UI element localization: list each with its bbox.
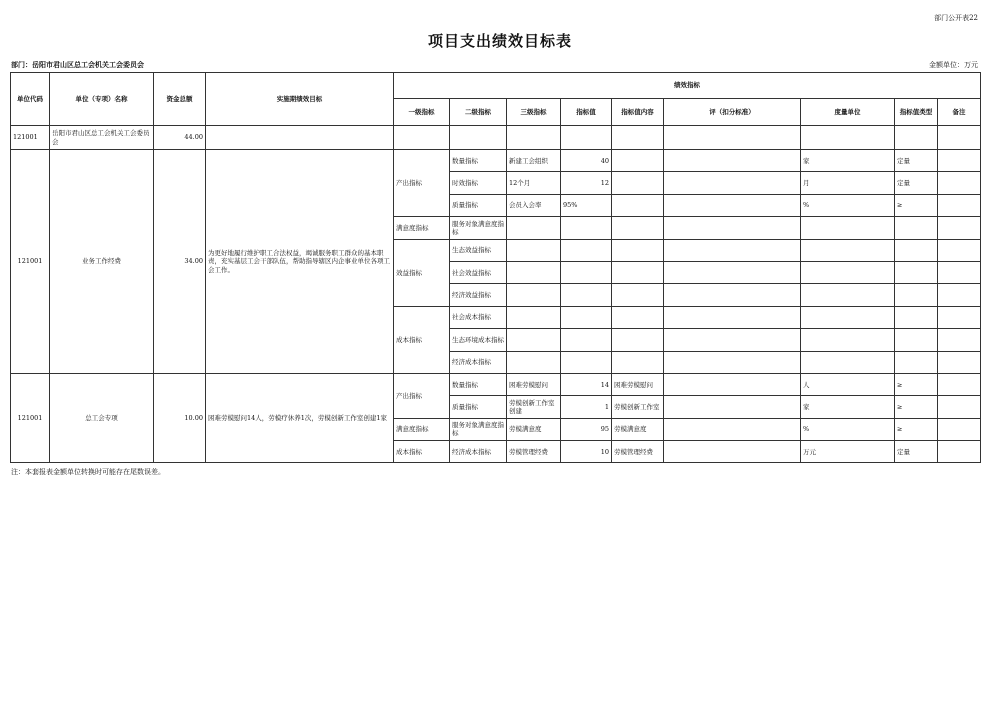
table-row [11, 373, 981, 395]
level3-indicator [507, 261, 561, 283]
target-value [561, 306, 612, 328]
value-type: 定量 [895, 441, 938, 463]
header-level2: 二级指标 [450, 99, 507, 126]
footnote: 注：本套报表金额单位转换时可能存在尾数误差。 [11, 468, 165, 476]
remarks [938, 351, 981, 373]
target-value [561, 239, 612, 261]
department-label: 部门：岳阳市君山区总工会机关工会委员会 [11, 60, 144, 69]
level1-indicator: 产出指标 [394, 373, 450, 418]
value-type [895, 261, 938, 283]
table-number-label: 部门公开表22 [934, 14, 978, 22]
value-type: ≥ [895, 396, 938, 418]
measure-unit: 万元 [801, 441, 895, 463]
level3-indicator [507, 284, 561, 306]
level2-indicator: 社会效益指标 [450, 261, 507, 283]
value-content [612, 284, 664, 306]
level2-indicator: 服务对象满意度指标 [450, 418, 507, 440]
remarks [938, 150, 981, 172]
scoring-standard [664, 194, 801, 216]
level3-indicator [507, 329, 561, 351]
project-code: 121001 [11, 150, 50, 374]
value-content [612, 150, 664, 172]
level1-indicator: 成本指标 [394, 306, 450, 373]
level1-indicator: 满意度指标 [394, 217, 450, 239]
value-content [612, 194, 664, 216]
level2-indicator: 生态环境成本指标 [450, 329, 507, 351]
remarks [938, 418, 981, 440]
target-value [561, 351, 612, 373]
scoring-standard [664, 396, 801, 418]
level1-indicator: 产出指标 [394, 150, 450, 217]
scoring-standard [664, 150, 801, 172]
project-goal: 为更好地履行维护职工合法权益，竭诚服务职工群众的基本职责，充实基层工会干部队伍，帮助指导辖区内企事业单位各项工会工作。 [206, 150, 394, 374]
level3-indicator: 新建工会组织 [507, 150, 561, 172]
value-type [895, 284, 938, 306]
value-type: ≥ [895, 194, 938, 216]
level1-indicator: 满意度指标 [394, 418, 450, 440]
header-measure-unit: 度量单位 [801, 99, 895, 126]
project-goal: 困难劳模慰问14人，劳模疗休养1次，劳模创新工作室创建1家 [206, 373, 394, 463]
scoring-standard [664, 239, 801, 261]
remarks [938, 441, 981, 463]
measure-unit [801, 261, 895, 283]
header-total-funds: 资金总额 [154, 73, 206, 126]
level3-indicator: 劳模创新工作室创建 [507, 396, 561, 418]
header-scoring: 评（扣分标准） [664, 99, 801, 126]
summary-code: 121001 [11, 126, 50, 150]
project-name: 业务工作经费 [50, 150, 154, 374]
amount-unit-label: 金额单位：万元 [929, 61, 978, 69]
value-content: 劳模满意度 [612, 418, 664, 440]
header-remarks: 备注 [938, 99, 981, 126]
header-value-type: 指标值类型 [895, 99, 938, 126]
target-value [561, 284, 612, 306]
header-unit-code: 单位代码 [11, 73, 50, 126]
level2-indicator: 社会成本指标 [450, 306, 507, 328]
table-row [11, 126, 981, 150]
table-row [11, 150, 981, 172]
value-type: ≥ [895, 418, 938, 440]
summary-name: 岳阳市君山区总工会机关工会委员会 [50, 126, 154, 150]
header-level1: 一级指标 [394, 99, 450, 126]
remarks [938, 261, 981, 283]
remarks [938, 284, 981, 306]
level3-indicator [507, 306, 561, 328]
measure-unit: 月 [801, 172, 895, 194]
level3-indicator: 困难劳模慰问 [507, 373, 561, 395]
value-type [895, 217, 938, 239]
project-2-rows [11, 373, 981, 463]
level3-indicator [507, 351, 561, 373]
header-value-content: 指标值内容 [612, 99, 664, 126]
level3-indicator: 劳模满意度 [507, 418, 561, 440]
target-value: 95% [561, 194, 612, 216]
level2-indicator: 质量指标 [450, 396, 507, 418]
remarks [938, 329, 981, 351]
value-content [612, 351, 664, 373]
target-value: 12 [561, 172, 612, 194]
level3-indicator [507, 239, 561, 261]
measure-unit: 家 [801, 396, 895, 418]
remarks [938, 217, 981, 239]
value-type [895, 329, 938, 351]
target-value [561, 329, 612, 351]
measure-unit [801, 329, 895, 351]
page-title: 项目支出绩效目标表 [427, 32, 572, 50]
level2-indicator: 经济成本指标 [450, 351, 507, 373]
header-unit-name: 单位（专项）名称 [50, 73, 154, 126]
level2-indicator: 经济效益指标 [450, 284, 507, 306]
value-content [612, 329, 664, 351]
remarks [938, 396, 981, 418]
measure-unit: % [801, 418, 895, 440]
target-value: 1 [561, 396, 612, 418]
level2-indicator: 服务对象满意度指标 [450, 217, 507, 239]
performance-goal-table [10, 72, 981, 463]
target-value: 10 [561, 441, 612, 463]
scoring-standard [664, 306, 801, 328]
remarks [938, 373, 981, 395]
header-period-goal: 实施期绩效目标 [206, 73, 394, 126]
scoring-standard [664, 329, 801, 351]
level3-indicator: 12个月 [507, 172, 561, 194]
header-level3: 三级指标 [507, 99, 561, 126]
level3-indicator: 劳模管理经费 [507, 441, 561, 463]
scoring-standard [664, 284, 801, 306]
level1-indicator: 成本指标 [394, 441, 450, 463]
target-value [561, 217, 612, 239]
header-target-value: 指标值 [561, 99, 612, 126]
scoring-standard [664, 172, 801, 194]
scoring-standard [664, 373, 801, 395]
summary-funds: 44.00 [154, 126, 206, 150]
measure-unit [801, 217, 895, 239]
measure-unit [801, 351, 895, 373]
value-content: 困难劳模慰问 [612, 373, 664, 395]
value-content [612, 172, 664, 194]
remarks [938, 306, 981, 328]
project-code: 121001 [11, 373, 50, 463]
value-type [895, 306, 938, 328]
level2-indicator: 时效指标 [450, 172, 507, 194]
value-type: ≥ [895, 373, 938, 395]
value-content [612, 217, 664, 239]
remarks [938, 194, 981, 216]
target-value: 40 [561, 150, 612, 172]
measure-unit [801, 284, 895, 306]
level3-indicator: 会员入会率 [507, 194, 561, 216]
value-type: 定量 [895, 172, 938, 194]
measure-unit: 人 [801, 373, 895, 395]
scoring-standard [664, 441, 801, 463]
value-content [612, 261, 664, 283]
project-1-rows [11, 150, 981, 374]
measure-unit [801, 239, 895, 261]
scoring-standard [664, 217, 801, 239]
target-value: 14 [561, 373, 612, 395]
remarks [938, 239, 981, 261]
level2-indicator: 数量指标 [450, 150, 507, 172]
project-name: 总工会专项 [50, 373, 154, 463]
value-type: 定量 [895, 150, 938, 172]
target-value: 95 [561, 418, 612, 440]
level2-indicator: 质量指标 [450, 194, 507, 216]
header-performance: 绩效指标 [394, 73, 981, 99]
remarks [938, 172, 981, 194]
level2-indicator: 经济成本指标 [450, 441, 507, 463]
target-value [561, 261, 612, 283]
measure-unit: % [801, 194, 895, 216]
measure-unit: 家 [801, 150, 895, 172]
scoring-standard [664, 418, 801, 440]
scoring-standard [664, 351, 801, 373]
value-type [895, 351, 938, 373]
level2-indicator: 生态效益指标 [450, 239, 507, 261]
value-content [612, 306, 664, 328]
level1-indicator: 效益指标 [394, 239, 450, 306]
value-content: 劳模管理经费 [612, 441, 664, 463]
measure-unit [801, 306, 895, 328]
project-funds: 10.00 [154, 373, 206, 463]
level2-indicator: 数量指标 [450, 373, 507, 395]
value-content: 劳模创新工作室 [612, 396, 664, 418]
level3-indicator [507, 217, 561, 239]
value-type [895, 239, 938, 261]
scoring-standard [664, 261, 801, 283]
value-content [612, 239, 664, 261]
project-funds: 34.00 [154, 150, 206, 374]
